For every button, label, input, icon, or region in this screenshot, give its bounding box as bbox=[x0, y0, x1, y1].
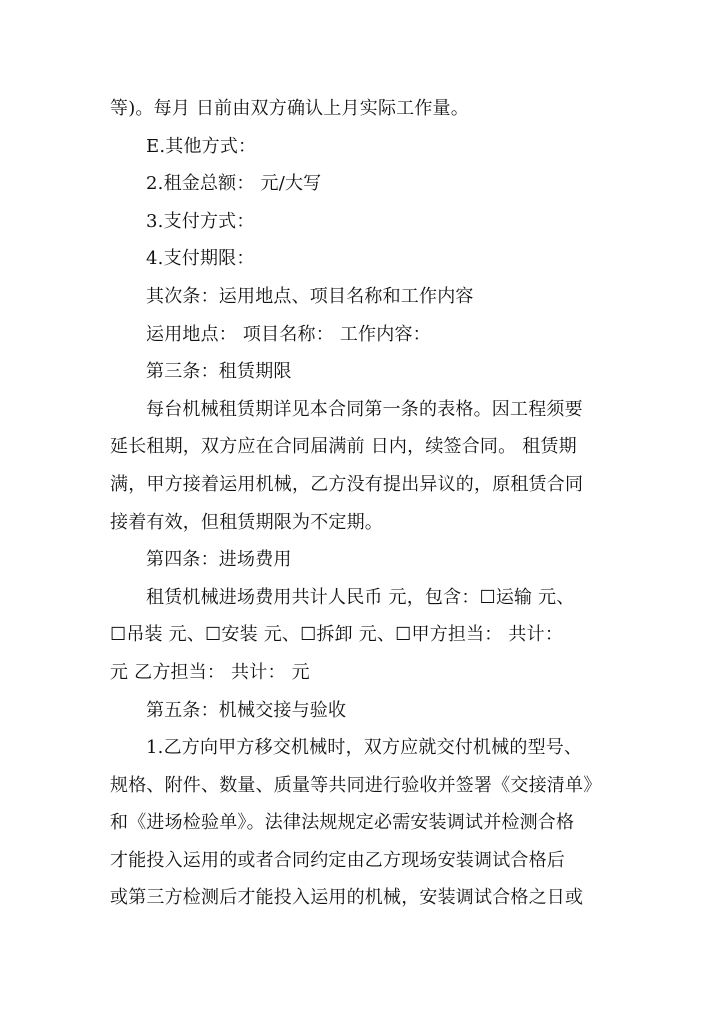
section-heading: 第五条：机械交接与验收 bbox=[146, 699, 347, 721]
text-line: E.其他方式： bbox=[146, 135, 257, 157]
text-line: 4.支付期限： bbox=[146, 248, 255, 270]
text-line: 2.租金总额： 元/大写 bbox=[146, 173, 322, 195]
text-line: 才能投入运用的或者合同约定由乙方现场安装调试合格后 bbox=[110, 849, 565, 871]
text-line: 租赁机械进场费用共计人民币 元，包含：☐运输 元、 bbox=[146, 586, 575, 608]
text-line: 延长租期，双方应在合同届满前 日内，续签合同。 租赁期 bbox=[110, 436, 577, 458]
text-line: 运用地点： 项目名称： 工作内容： bbox=[146, 323, 431, 345]
text-line: 每台机械租赁期详见本合同第一条的表格。因工程须要 bbox=[146, 398, 583, 420]
text-line: 元 乙方担当： 共计： 元 bbox=[110, 661, 310, 683]
text-line: 接着有效，但租赁期限为不定期。 bbox=[110, 511, 383, 533]
text-line: ☐吊装 元、☐安装 元、☐拆卸 元、☐甲方担当： 共计： bbox=[110, 624, 564, 646]
text-line: 满，甲方接着运用机械，乙方没有提出异议的，原租赁合同 bbox=[110, 473, 584, 495]
section-heading: 第四条：进场费用 bbox=[146, 549, 292, 571]
text-line: 1.乙方向甲方移交机械时，双方应就交付机械的型号、 bbox=[146, 737, 583, 759]
document-body bbox=[110, 90, 612, 917]
section-heading: 其次条：运用地点、项目名称和工作内容 bbox=[146, 285, 474, 307]
text-line: 规格、附件、数量、质量等共同进行验收并签署《交接清单》 bbox=[110, 774, 602, 796]
section-heading: 第三条：租赁期限 bbox=[146, 361, 292, 383]
text-line: 和《进场检验单》。法律法规规定必需安装调试并检测合格 bbox=[110, 812, 575, 834]
text-line: 等)。每月 日前由双方确认上月实际工作量。 bbox=[110, 98, 469, 119]
text-line: 3.支付方式： bbox=[146, 210, 255, 232]
text-line: 或第三方检测后才能投入运用的机械，安装调试合格之日或 bbox=[110, 887, 584, 909]
